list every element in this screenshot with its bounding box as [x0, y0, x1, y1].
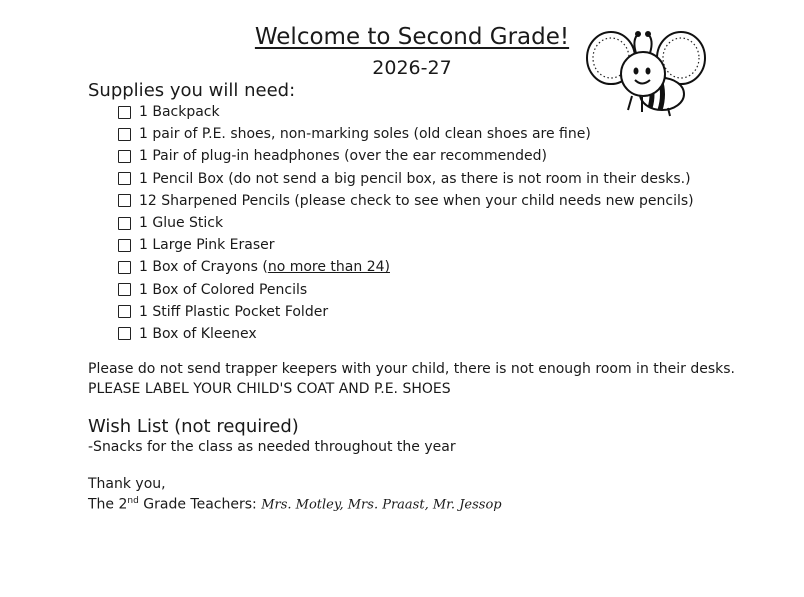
- checkbox-icon[interactable]: [118, 217, 131, 230]
- item-label: 1 Box of Kleenex: [139, 325, 257, 342]
- checkbox-icon[interactable]: [118, 150, 131, 163]
- list-item: [118, 190, 694, 212]
- list-item: [118, 101, 694, 123]
- ordinal-suffix: nd: [127, 496, 139, 506]
- checkbox-icon[interactable]: [118, 283, 131, 296]
- wish-list-heading: Wish List (not required): [88, 416, 299, 437]
- item-label: 1 Box of Crayons (: [139, 259, 268, 276]
- checkbox-icon[interactable]: [118, 305, 131, 318]
- list-item: [118, 123, 694, 145]
- item-label: 1 Pair of plug-in headphones (over the ear recommended): [139, 148, 547, 165]
- item-label: 1 Box of Colored Pencils: [139, 281, 308, 298]
- list-item: [118, 212, 694, 234]
- list-item: [118, 145, 694, 167]
- checkbox-icon[interactable]: [118, 327, 131, 340]
- list-item: [118, 323, 694, 345]
- list-item: [118, 279, 694, 301]
- teacher-names: Mrs. Motley, Mrs. Praast, Mr. Jessop: [261, 497, 502, 513]
- item-label: 1 Glue Stick: [139, 215, 224, 232]
- page-title: Welcome to Second Grade!: [254, 24, 570, 50]
- wish-list-item: -Snacks for the class as needed throughout the year: [88, 439, 456, 455]
- checkbox-icon[interactable]: [118, 261, 131, 274]
- item-emphasis: no more than 24): [267, 259, 390, 276]
- signature-role: Grade Teachers:: [138, 496, 262, 513]
- item-label: 1 Backpack: [139, 104, 220, 121]
- checkbox-icon[interactable]: [118, 106, 131, 119]
- supplies-list: [118, 101, 694, 345]
- checkbox-icon[interactable]: [118, 128, 131, 141]
- checkbox-icon[interactable]: [118, 194, 131, 207]
- trapper-keeper-note: Please do not send trapper keepers with your child, there is not enough room in their desks.: [88, 361, 735, 377]
- label-notice: PLEASE LABEL YOUR CHILD'S COAT AND P.E. SHOES: [88, 381, 451, 397]
- school-year: 2026-27: [372, 57, 452, 79]
- list-item: [118, 168, 694, 190]
- item-label: 1 Stiff Plastic Pocket Folder: [139, 303, 329, 320]
- item-label: 12 Sharpened Pencils (please check to see when your child needs new pencils): [139, 192, 694, 209]
- signature-line: [88, 496, 502, 513]
- item-label: 1 Pencil Box (do not send a big pencil box, as there is not room in their desks.): [139, 170, 691, 187]
- signature-prefix: The 2: [88, 496, 128, 513]
- closing-thanks: Thank you,: [88, 476, 166, 492]
- list-item: [118, 256, 694, 278]
- supplies-heading: Supplies you will need:: [88, 80, 296, 101]
- list-item: [118, 234, 694, 256]
- list-item: [118, 301, 694, 323]
- checkbox-icon[interactable]: [118, 239, 131, 252]
- item-label: 1 Large Pink Eraser: [139, 237, 275, 254]
- checkbox-icon[interactable]: [118, 172, 131, 185]
- item-label: 1 pair of P.E. shoes, non-marking soles (old clean shoes are fine): [139, 126, 591, 143]
